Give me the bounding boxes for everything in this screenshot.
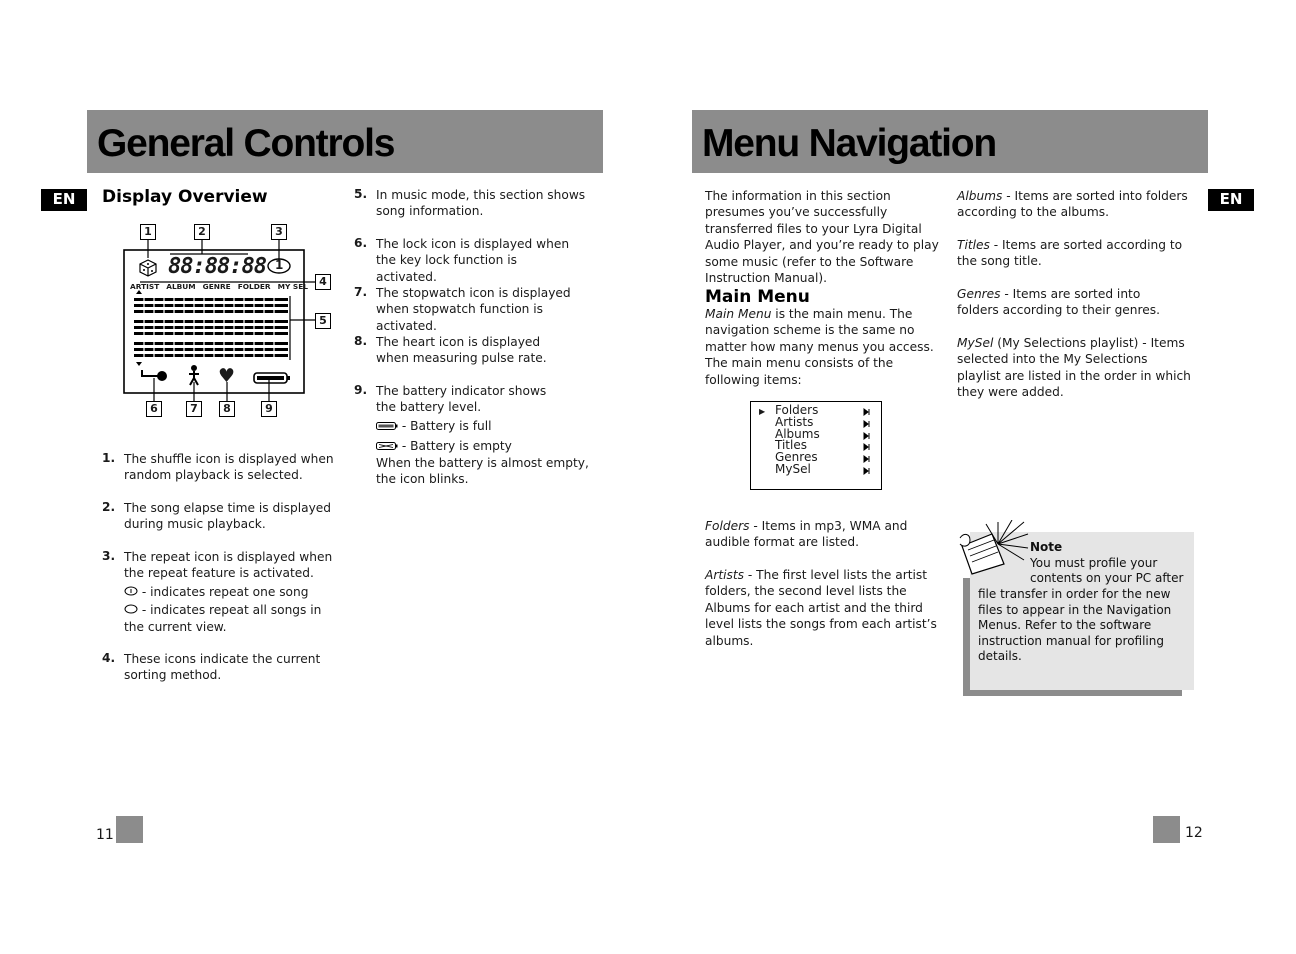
callout-1: 1	[140, 224, 156, 240]
item-number: 8.	[354, 334, 368, 348]
main-menu-text: is the main menu. The navigation scheme is the same no matter how many menus you access.	[705, 307, 934, 354]
item-number: 5.	[354, 187, 368, 201]
heart-icon: ♥	[218, 365, 236, 387]
battery-icon	[253, 369, 291, 388]
repeat-all-text: - indicates repeat all songs in the current view.	[124, 603, 322, 634]
mysel-term: MySel	[957, 336, 994, 350]
lock-icon	[140, 367, 170, 386]
item-number: 2.	[102, 500, 116, 514]
main-menu-screen	[750, 401, 882, 490]
menu-item-mysel[interactable]: MySel	[775, 462, 811, 476]
menu-item-artists[interactable]: Artists	[775, 415, 814, 429]
item-text: The heart icon is displayed when measuring pulse rate.	[376, 335, 547, 366]
shuffle-icon	[138, 258, 158, 282]
genres-description	[957, 286, 1177, 319]
mysel-text: (My Selections playlist) - Items selected into the My Selections playlist are listed in the order in which they were added.	[957, 336, 1191, 400]
page-number-left: 11	[96, 827, 114, 843]
item-text: The repeat icon is displayed when the repeat feature is activated.	[124, 550, 333, 581]
title-banner-right	[692, 110, 1208, 173]
sort-label-artist: ARTIST	[130, 282, 160, 291]
page-marker-right	[1153, 816, 1180, 843]
note-body: file transfer in order for the new files to appear in the Navigation Menus. Refer to the software instruction manual for profiling details.	[978, 587, 1172, 664]
artists-text: - The first level lists the artist folders, the second level lists the Albums for each artist and the third level lists the songs from each artist’s albums.	[705, 568, 937, 648]
battery-full-icon	[376, 418, 398, 434]
stopwatch-icon	[186, 364, 202, 390]
item-number: 6.	[354, 236, 368, 250]
item-number: 1.	[102, 451, 116, 465]
sort-label-folder: FOLDER	[237, 282, 271, 291]
item-number: 7.	[354, 285, 368, 299]
albums-description	[957, 188, 1197, 221]
note-pencil-icon	[958, 520, 1030, 580]
callout-9: 9	[261, 401, 277, 417]
lcd-diagram-lines	[120, 220, 335, 420]
titles-term: Titles	[957, 238, 990, 252]
language-tab-right: EN	[1208, 189, 1254, 211]
main-menu-text-2: The main menu consists of the following items:	[705, 356, 894, 387]
repeat-one-note	[124, 584, 342, 601]
submenu-arrow-icon	[863, 430, 873, 440]
menu-item-folders[interactable]: Folders	[775, 403, 819, 417]
sort-label-album: ALBUM	[166, 282, 196, 291]
note-line-2: contents on your PC after	[1030, 571, 1184, 585]
note-title: Note	[1030, 540, 1063, 554]
folders-description	[705, 518, 945, 551]
submenu-arrow-icon	[863, 453, 873, 463]
note-line-1: You must profile your	[1030, 556, 1158, 570]
battery-empty-icon	[376, 438, 398, 454]
callout-3: 3	[271, 224, 287, 240]
repeat-all-note	[124, 602, 342, 635]
submenu-arrow-icon	[863, 406, 873, 416]
folders-term: Folders	[705, 519, 750, 533]
sort-labels	[130, 282, 310, 291]
menu-item-genres[interactable]: Genres	[775, 450, 818, 464]
item-number: 4.	[102, 651, 116, 665]
battery-blink-note: When the battery is almost empty, the icon blinks.	[376, 456, 589, 487]
page-number-right: 12	[1185, 825, 1203, 841]
genres-text: - Items are sorted into folders according to their genres.	[957, 287, 1160, 318]
genres-term: Genres	[957, 287, 1001, 301]
callout-5: 5	[315, 313, 331, 329]
artists-description	[705, 567, 945, 649]
mysel-description	[957, 335, 1195, 401]
callout-7: 7	[186, 401, 202, 417]
item-number: 3.	[102, 549, 116, 563]
battery-full-text: - Battery is full	[401, 419, 492, 433]
item-text: The lock icon is displayed when the key lock function is activated.	[376, 237, 570, 284]
repeat-digit: 1	[275, 258, 284, 272]
section-heading-display-overview: Display Overview	[102, 187, 268, 207]
albums-text: - Items are sorted into folders according to the albums.	[957, 189, 1188, 220]
item-text: The shuffle icon is displayed when random playback is selected.	[124, 452, 334, 483]
lcd-diagram	[120, 220, 335, 420]
page-title-left: General Controls	[97, 122, 395, 165]
battery-empty-note	[376, 438, 594, 455]
selection-cursor-icon: ▶	[759, 407, 766, 416]
item-text: The battery indicator shows the battery level.	[376, 384, 547, 415]
submenu-arrow-icon	[863, 418, 873, 428]
main-menu-description	[705, 306, 943, 388]
main-menu-heading: Main Menu	[705, 287, 810, 307]
page-marker-left	[116, 816, 143, 843]
sort-label-mysel: MY SEL	[277, 282, 308, 291]
callout-8: 8	[219, 401, 235, 417]
menu-item-albums[interactable]: Albums	[775, 427, 820, 441]
artists-term: Artists	[705, 568, 744, 582]
item-text: The stopwatch icon is displayed when stopwatch function is activated.	[376, 286, 571, 333]
titles-text: - Items are sorted according to the song title.	[957, 238, 1183, 269]
item-text: In music mode, this section shows song information.	[376, 188, 586, 219]
item-text: The song elapse time is displayed during music playback.	[124, 501, 332, 532]
submenu-arrow-icon	[863, 441, 873, 451]
repeat-one-text: - indicates repeat one song	[141, 585, 309, 599]
intro-paragraph: The information in this section presumes you’ve successfully transferred files to your Lyra Digital Audio Player, and you’re ready to play some music (refer to the Software Instruction Manual).	[705, 189, 939, 286]
sort-label-genre: GENRE	[202, 282, 231, 291]
callout-4: 4	[315, 274, 331, 290]
page-title-right: Menu Navigation	[702, 122, 997, 165]
albums-term: Albums	[957, 189, 1003, 203]
item-number: 9.	[354, 383, 368, 397]
menu-item-titles[interactable]: Titles	[775, 438, 807, 452]
repeat-icon	[266, 257, 292, 275]
repeat-one-icon	[124, 584, 138, 600]
submenu-arrow-icon	[863, 465, 873, 475]
callout-6: 6	[146, 401, 162, 417]
language-tab-left: EN	[41, 189, 87, 211]
main-menu-term: Main Menu	[705, 307, 772, 321]
battery-full-note	[376, 418, 594, 435]
battery-empty-text: - Battery is empty	[401, 439, 512, 453]
elapsed-time-display: 88:88:88	[168, 254, 266, 279]
item-text: These icons indicate the current sorting method.	[124, 652, 321, 683]
callout-2: 2	[194, 224, 210, 240]
repeat-all-icon	[124, 602, 138, 618]
folders-text: - Items in mp3, WMA and audible format are listed.	[705, 519, 908, 550]
title-banner-left	[87, 110, 603, 173]
titles-description	[957, 237, 1193, 270]
